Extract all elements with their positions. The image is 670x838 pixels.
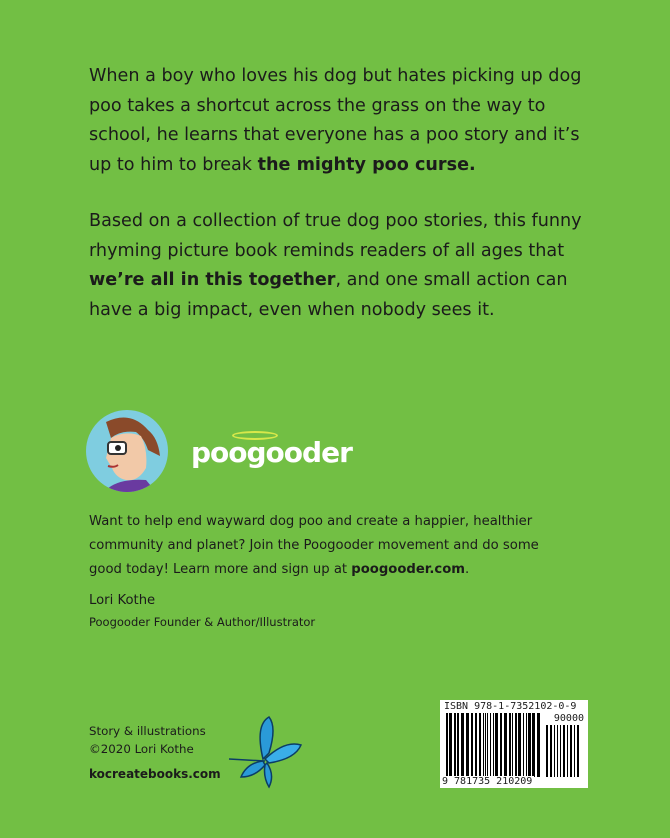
publisher-website[interactable]: kocreatebooks.com [89, 767, 221, 781]
blurb-bold: we’re all in this together [89, 270, 336, 290]
blurb-text: , and one small action can have a big impact, even when nobody sees it. [89, 270, 568, 320]
blurb-text: Based on a collection of true dog poo stories, this funny rhyming picture book reminds readers of all ages that [89, 211, 582, 261]
blurb-text: When a boy who loves his dog but hates picking up dog poo takes a shortcut across the grass on the way to school, he learns that everyone has a poo story and it’s up to him to break [89, 66, 582, 175]
author-title: Poogooder Founder & Author/Illustrator [89, 615, 316, 629]
price-code: 90000 [553, 713, 584, 724]
credits-line-1: Story & illustrations [89, 724, 206, 738]
isbn-barcode [440, 700, 588, 788]
blurb-paragraph-1 [89, 62, 589, 180]
butterfly-icon [225, 715, 305, 794]
isbn-text: ISBN 978-1-7352102-0-9 [444, 701, 577, 712]
author-avatar [86, 410, 168, 492]
barcode-bars [446, 713, 582, 785]
poogooder-link[interactable]: poogooder.com [351, 562, 466, 577]
blurb-bold: the mighty poo curse. [257, 154, 476, 175]
cta-text: Want to help end wayward dog poo and create a happier, healthier community and planet? Join the Poogooder movement and do some good today! Learn more and sign up at [89, 514, 539, 577]
credits-line-2: ©2020 Lori Kothe [89, 742, 194, 756]
author-name: Lori Kothe [89, 593, 156, 608]
poogooder-logo: poogooder [191, 436, 352, 469]
barcode-number: 9 781735 210209 [442, 776, 533, 787]
blurb-paragraph-2 [89, 207, 589, 325]
cta-paragraph [89, 510, 559, 582]
cta-end: . [465, 562, 470, 577]
